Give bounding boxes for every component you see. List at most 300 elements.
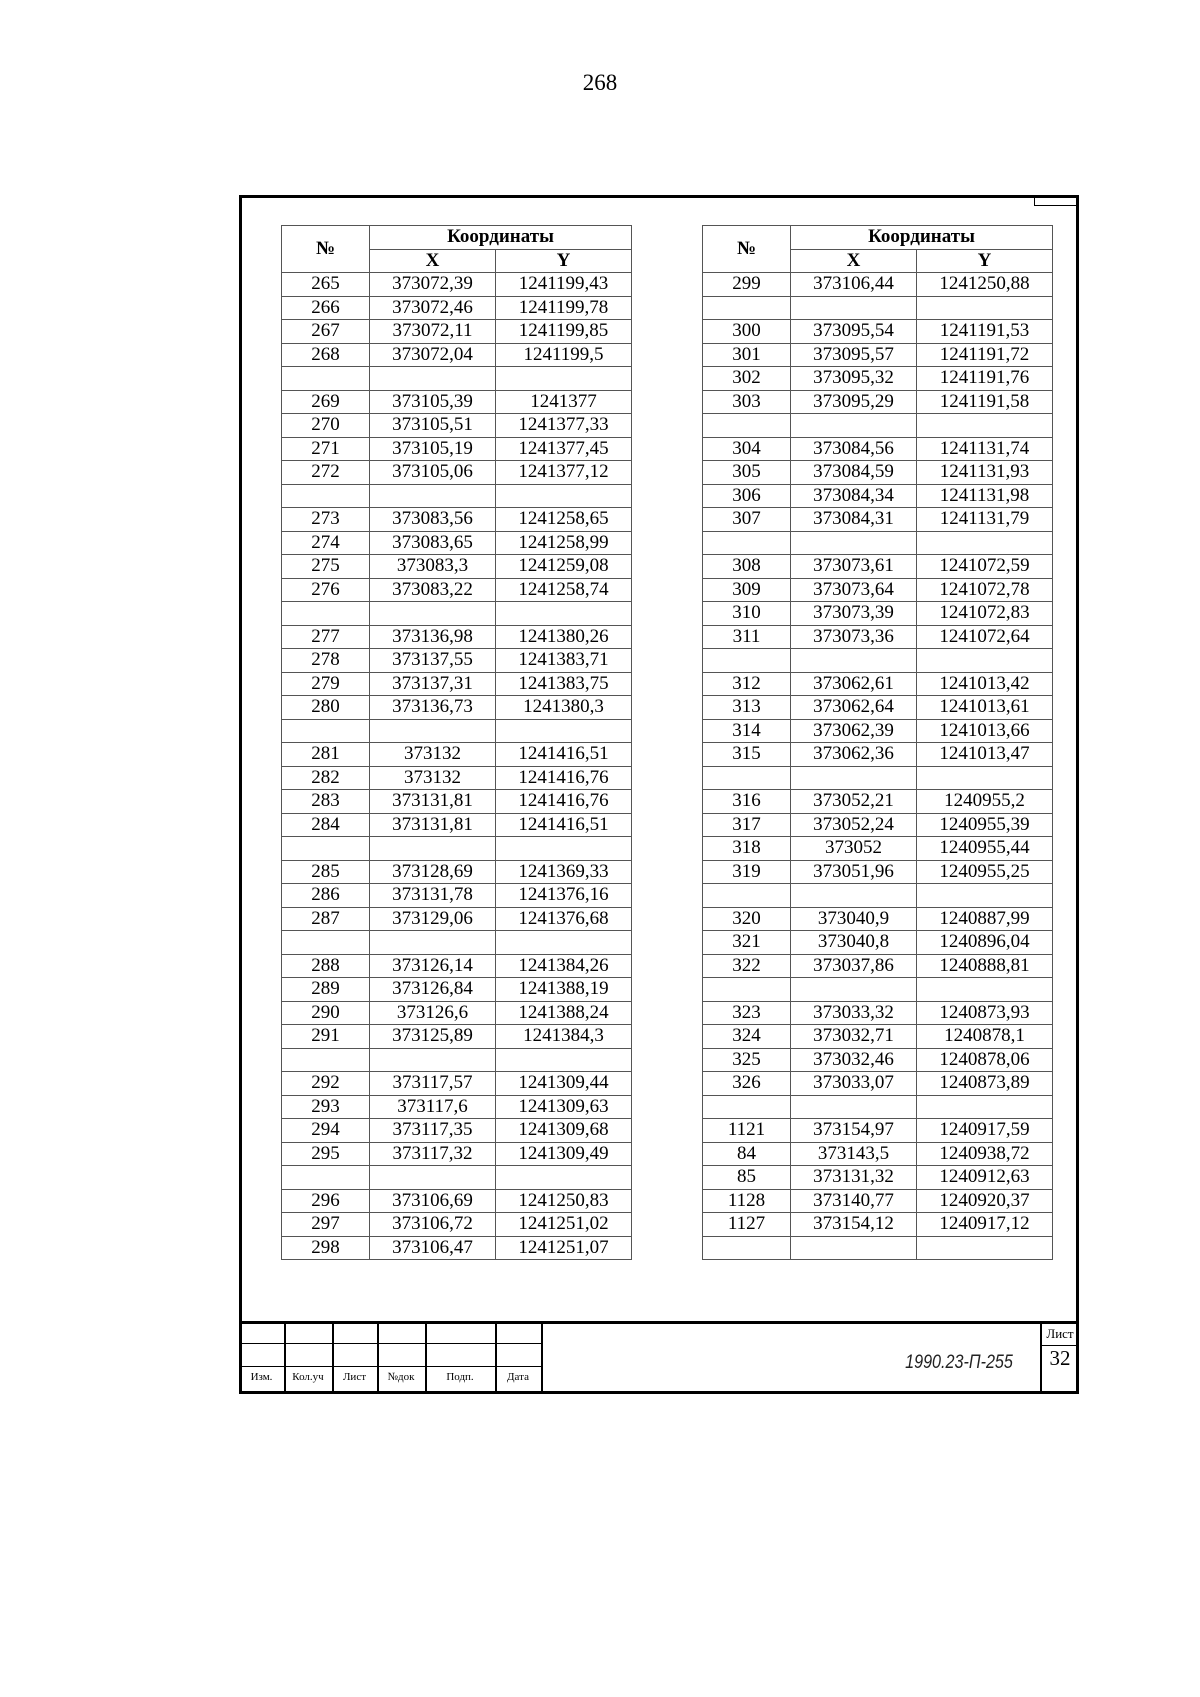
table-row: [703, 1095, 1053, 1119]
table-row: [282, 484, 632, 508]
coord-y: 1241380,3: [496, 696, 632, 720]
point-number: 283: [282, 790, 370, 814]
coord-x: 373073,39: [791, 602, 917, 626]
frame-corner-tab: [1034, 197, 1077, 206]
point-number: 294: [282, 1119, 370, 1143]
table-row: [703, 719, 1053, 743]
point-number: 270: [282, 414, 370, 438]
coord-x: 373106,44: [791, 273, 917, 297]
coord-x: 373072,11: [370, 320, 496, 344]
coord-y: 1241131,93: [917, 461, 1053, 485]
table-row: [282, 296, 632, 320]
point-number: 303: [703, 390, 791, 414]
point-number: 311: [703, 625, 791, 649]
coord-x: 373072,04: [370, 343, 496, 367]
table-row: [282, 578, 632, 602]
coord-x: [370, 837, 496, 861]
point-number: 316: [703, 790, 791, 814]
table-row: [282, 367, 632, 391]
coord-y: 1241377,12: [496, 461, 632, 485]
sheet-number: 32: [1049, 1346, 1071, 1370]
coord-y: 1241250,83: [496, 1189, 632, 1213]
coord-x: 373132: [370, 743, 496, 767]
title-block-divider: [425, 1321, 427, 1394]
coord-y: 1241380,26: [496, 625, 632, 649]
point-number: 271: [282, 437, 370, 461]
table-row: [282, 1142, 632, 1166]
header-y: Y: [917, 249, 1053, 273]
table-row: [703, 790, 1053, 814]
coord-x: [370, 719, 496, 743]
coord-y: 1241199,78: [496, 296, 632, 320]
table-row: [703, 860, 1053, 884]
coord-y: 1240896,04: [917, 931, 1053, 955]
coord-x: 373037,86: [791, 954, 917, 978]
coord-y: 1241416,51: [496, 813, 632, 837]
coord-x: 373032,46: [791, 1048, 917, 1072]
title-block-divider: [495, 1321, 497, 1394]
point-number: [282, 931, 370, 955]
point-number: 287: [282, 907, 370, 931]
coord-x: [791, 766, 917, 790]
coord-x: 373125,89: [370, 1025, 496, 1049]
coord-y: 1241013,61: [917, 696, 1053, 720]
table-row: [282, 743, 632, 767]
coord-y: 1240955,39: [917, 813, 1053, 837]
coord-y: 1240955,25: [917, 860, 1053, 884]
table-row: [282, 954, 632, 978]
coord-x: 373132: [370, 766, 496, 790]
table-row: [282, 1025, 632, 1049]
coord-x: 373129,06: [370, 907, 496, 931]
point-number: 290: [282, 1001, 370, 1025]
coord-x: 373084,59: [791, 461, 917, 485]
title-block: [239, 1321, 1079, 1394]
stamp-label-data: Дата: [507, 1371, 529, 1383]
point-number: 297: [282, 1213, 370, 1237]
point-number: 314: [703, 719, 791, 743]
point-number: 291: [282, 1025, 370, 1049]
table-row: [282, 719, 632, 743]
coord-x: 373073,61: [791, 555, 917, 579]
table-row: [703, 907, 1053, 931]
table-row: [282, 1213, 632, 1237]
coord-y: [496, 719, 632, 743]
coord-y: 1241013,66: [917, 719, 1053, 743]
point-number: 1128: [703, 1189, 791, 1213]
table-row: [703, 1142, 1053, 1166]
coord-y: 1241131,79: [917, 508, 1053, 532]
title-block-divider: [377, 1321, 379, 1394]
coord-y: [496, 837, 632, 861]
coord-y: [496, 484, 632, 508]
table-row: [703, 1189, 1053, 1213]
coord-x: 373033,32: [791, 1001, 917, 1025]
coord-y: 1241416,76: [496, 766, 632, 790]
point-number: 267: [282, 320, 370, 344]
table-row: [282, 508, 632, 532]
coord-y: 1240878,06: [917, 1048, 1053, 1072]
header-coords: Координаты: [791, 226, 1053, 250]
coord-y: 1241013,42: [917, 672, 1053, 696]
coord-x: 373084,56: [791, 437, 917, 461]
table-row: [282, 273, 632, 297]
point-number: 288: [282, 954, 370, 978]
coord-x: [791, 296, 917, 320]
coord-x: 373083,65: [370, 531, 496, 555]
coord-x: 373084,31: [791, 508, 917, 532]
table-row: [703, 696, 1053, 720]
table-row: [703, 1025, 1053, 1049]
coord-y: [496, 1048, 632, 1072]
table-row: [703, 1213, 1053, 1237]
table-row: [703, 320, 1053, 344]
table-row: [282, 978, 632, 1002]
coord-y: 1241384,3: [496, 1025, 632, 1049]
table-row: [703, 602, 1053, 626]
coord-x: 373073,64: [791, 578, 917, 602]
table-row: [703, 484, 1053, 508]
coord-y: 1241309,63: [496, 1095, 632, 1119]
table-row: [703, 672, 1053, 696]
coord-y: [917, 414, 1053, 438]
table-row: [282, 1166, 632, 1190]
coord-y: [917, 884, 1053, 908]
coord-x: 373052: [791, 837, 917, 861]
point-number: 300: [703, 320, 791, 344]
coord-x: 373136,73: [370, 696, 496, 720]
table-row: [282, 437, 632, 461]
table-row: [282, 414, 632, 438]
coord-x: 373136,98: [370, 625, 496, 649]
coord-x: 373131,78: [370, 884, 496, 908]
point-number: 265: [282, 273, 370, 297]
point-number: 274: [282, 531, 370, 555]
title-block-divider: [541, 1321, 543, 1394]
coord-y: 1241072,83: [917, 602, 1053, 626]
coord-y: 1241376,16: [496, 884, 632, 908]
coord-y: 1240938,72: [917, 1142, 1053, 1166]
coord-y: 1241259,08: [496, 555, 632, 579]
table-row: [282, 1189, 632, 1213]
coord-x: 373154,97: [791, 1119, 917, 1143]
coord-y: 1241384,26: [496, 954, 632, 978]
coord-x: [370, 1166, 496, 1190]
document-code: 1990.23-П-255: [905, 1352, 1013, 1373]
point-number: 285: [282, 860, 370, 884]
point-number: 320: [703, 907, 791, 931]
point-number: 323: [703, 1001, 791, 1025]
stamp-label-kolvo: Кол.уч: [292, 1371, 324, 1383]
table-row: [703, 508, 1053, 532]
title-block-divider: [284, 1321, 286, 1394]
table-row: [703, 978, 1053, 1002]
coord-y: 1240887,99: [917, 907, 1053, 931]
coord-y: 1241199,85: [496, 320, 632, 344]
coord-x: 373062,61: [791, 672, 917, 696]
point-number: 308: [703, 555, 791, 579]
table-row: [282, 1072, 632, 1096]
point-number: [703, 978, 791, 1002]
point-number: 278: [282, 649, 370, 673]
coord-x: 373131,81: [370, 790, 496, 814]
table-row: [703, 1072, 1053, 1096]
coord-x: [370, 602, 496, 626]
point-number: 317: [703, 813, 791, 837]
point-number: 276: [282, 578, 370, 602]
stamp-label-list: Лист: [342, 1371, 367, 1383]
table-row: [282, 884, 632, 908]
point-number: 313: [703, 696, 791, 720]
point-number: [282, 719, 370, 743]
point-number: [282, 1048, 370, 1072]
table-row: [703, 1236, 1053, 1260]
title-block-divider: [332, 1321, 334, 1394]
coord-y: 1241072,78: [917, 578, 1053, 602]
table-row: [282, 790, 632, 814]
table-row: [703, 273, 1053, 297]
coord-y: 1241416,76: [496, 790, 632, 814]
coord-x: 373083,3: [370, 555, 496, 579]
stamp-label-ndok: №док: [387, 1371, 415, 1383]
point-number: 281: [282, 743, 370, 767]
point-number: [703, 1095, 791, 1119]
point-number: 84: [703, 1142, 791, 1166]
table-row: [703, 954, 1053, 978]
point-number: 298: [282, 1236, 370, 1260]
table-row: [703, 414, 1053, 438]
table-row: [282, 1236, 632, 1260]
point-number: 289: [282, 978, 370, 1002]
coord-y: 1241191,72: [917, 343, 1053, 367]
coord-y: 1241013,47: [917, 743, 1053, 767]
coord-x: 373154,12: [791, 1213, 917, 1237]
coord-x: [791, 978, 917, 1002]
coord-x: 373137,31: [370, 672, 496, 696]
coord-x: 373052,24: [791, 813, 917, 837]
table-row: [282, 555, 632, 579]
point-number: 310: [703, 602, 791, 626]
table-row: [282, 343, 632, 367]
coord-x: 373095,57: [791, 343, 917, 367]
table-row: [703, 649, 1053, 673]
point-number: 279: [282, 672, 370, 696]
table-row: [703, 1166, 1053, 1190]
coord-y: 1241383,71: [496, 649, 632, 673]
point-number: 266: [282, 296, 370, 320]
point-number: [703, 649, 791, 673]
point-number: [282, 484, 370, 508]
coord-y: 1240888,81: [917, 954, 1053, 978]
coord-y: 1241309,44: [496, 1072, 632, 1096]
coord-x: 373117,32: [370, 1142, 496, 1166]
table-row: [703, 931, 1053, 955]
coord-x: 373126,6: [370, 1001, 496, 1025]
coord-y: [496, 931, 632, 955]
coord-x: 373137,55: [370, 649, 496, 673]
point-number: 325: [703, 1048, 791, 1072]
header-x: X: [791, 249, 917, 273]
coord-x: [791, 1236, 917, 1260]
coord-x: 373083,22: [370, 578, 496, 602]
coord-x: 373126,14: [370, 954, 496, 978]
coord-x: 373040,9: [791, 907, 917, 931]
point-number: 293: [282, 1095, 370, 1119]
point-number: 282: [282, 766, 370, 790]
point-number: 85: [703, 1166, 791, 1190]
coord-y: 1241072,64: [917, 625, 1053, 649]
coord-x: 373106,72: [370, 1213, 496, 1237]
point-number: [703, 531, 791, 555]
coord-x: 373062,36: [791, 743, 917, 767]
coord-x: 373073,36: [791, 625, 917, 649]
coord-y: 1241258,74: [496, 578, 632, 602]
table-row: [703, 837, 1053, 861]
coord-x: 373131,81: [370, 813, 496, 837]
coord-x: 373117,57: [370, 1072, 496, 1096]
table-row: [282, 320, 632, 344]
coord-y: [917, 531, 1053, 555]
table-row: [703, 578, 1053, 602]
coord-y: 1240955,44: [917, 837, 1053, 861]
coord-y: [496, 602, 632, 626]
coord-x: 373140,77: [791, 1189, 917, 1213]
coordinates-table-left: [281, 225, 632, 1260]
point-number: 275: [282, 555, 370, 579]
coord-y: 1241258,65: [496, 508, 632, 532]
coord-y: 1240917,12: [917, 1213, 1053, 1237]
sheet-label: Лист: [1046, 1326, 1074, 1341]
table-row: [703, 367, 1053, 391]
header-num: №: [282, 226, 370, 273]
coord-y: 1241251,07: [496, 1236, 632, 1260]
coord-x: 373128,69: [370, 860, 496, 884]
coordinates-table-right: [702, 225, 1053, 1260]
coord-x: [791, 649, 917, 673]
coord-y: 1241191,58: [917, 390, 1053, 414]
coord-y: 1241131,74: [917, 437, 1053, 461]
coord-x: 373032,71: [791, 1025, 917, 1049]
coord-y: [917, 978, 1053, 1002]
coord-x: 373084,34: [791, 484, 917, 508]
coord-x: [370, 1048, 496, 1072]
coord-y: 1240912,63: [917, 1166, 1053, 1190]
point-number: 302: [703, 367, 791, 391]
coord-y: 1240917,59: [917, 1119, 1053, 1143]
coord-y: 1241388,24: [496, 1001, 632, 1025]
table-row: [282, 1119, 632, 1143]
table-row: [703, 1119, 1053, 1143]
point-number: 322: [703, 954, 791, 978]
coord-y: [917, 766, 1053, 790]
coord-x: [791, 884, 917, 908]
table-row: [703, 437, 1053, 461]
point-number: 286: [282, 884, 370, 908]
coord-y: 1240920,37: [917, 1189, 1053, 1213]
point-number: 305: [703, 461, 791, 485]
table-row: [282, 1001, 632, 1025]
point-number: 295: [282, 1142, 370, 1166]
table-row: [282, 390, 632, 414]
coord-y: 1241377,33: [496, 414, 632, 438]
coord-x: 373131,32: [791, 1166, 917, 1190]
table-row: [703, 461, 1053, 485]
point-number: 326: [703, 1072, 791, 1096]
table-row: [703, 531, 1053, 555]
table-row: [703, 625, 1053, 649]
point-number: [282, 837, 370, 861]
header-y: Y: [496, 249, 632, 273]
coord-x: [370, 484, 496, 508]
coord-x: 373117,6: [370, 1095, 496, 1119]
coord-x: 373106,69: [370, 1189, 496, 1213]
point-number: 304: [703, 437, 791, 461]
coord-y: [917, 649, 1053, 673]
coord-y: 1241309,49: [496, 1142, 632, 1166]
stamp-label-izm: Изм.: [250, 1371, 273, 1383]
table-row: [282, 531, 632, 555]
point-number: [282, 367, 370, 391]
point-number: 277: [282, 625, 370, 649]
point-number: 319: [703, 860, 791, 884]
coord-y: 1241309,68: [496, 1119, 632, 1143]
coord-x: 373040,8: [791, 931, 917, 955]
table-row: [282, 625, 632, 649]
point-number: [282, 1166, 370, 1190]
coord-x: 373072,39: [370, 273, 496, 297]
coord-x: 373117,35: [370, 1119, 496, 1143]
point-number: [703, 884, 791, 908]
point-number: 1121: [703, 1119, 791, 1143]
coord-y: 1241388,19: [496, 978, 632, 1002]
coord-x: 373105,06: [370, 461, 496, 485]
point-number: 301: [703, 343, 791, 367]
point-number: [703, 1236, 791, 1260]
point-number: 324: [703, 1025, 791, 1049]
coord-y: 1241258,99: [496, 531, 632, 555]
coord-y: 1240873,89: [917, 1072, 1053, 1096]
point-number: [282, 602, 370, 626]
table-row: [703, 1001, 1053, 1025]
coord-y: 1241377,45: [496, 437, 632, 461]
coord-x: 373143,5: [791, 1142, 917, 1166]
coord-y: 1241383,75: [496, 672, 632, 696]
point-number: 292: [282, 1072, 370, 1096]
point-number: [703, 414, 791, 438]
point-number: [703, 296, 791, 320]
table-row: [703, 390, 1053, 414]
table-row: [282, 837, 632, 861]
table-row: [703, 343, 1053, 367]
stamp-label-podp: Подп.: [446, 1371, 474, 1383]
coord-x: [370, 931, 496, 955]
table-row: [282, 907, 632, 931]
table-row: [703, 884, 1053, 908]
coord-y: 1240955,2: [917, 790, 1053, 814]
point-number: 315: [703, 743, 791, 767]
table-row: [282, 461, 632, 485]
coord-y: 1241376,68: [496, 907, 632, 931]
coord-y: [917, 1095, 1053, 1119]
coord-x: [791, 414, 917, 438]
header-x: X: [370, 249, 496, 273]
coord-x: 373095,54: [791, 320, 917, 344]
coord-x: 373105,51: [370, 414, 496, 438]
coord-x: [791, 531, 917, 555]
table-row: [703, 1048, 1053, 1072]
point-number: 307: [703, 508, 791, 532]
point-number: 273: [282, 508, 370, 532]
